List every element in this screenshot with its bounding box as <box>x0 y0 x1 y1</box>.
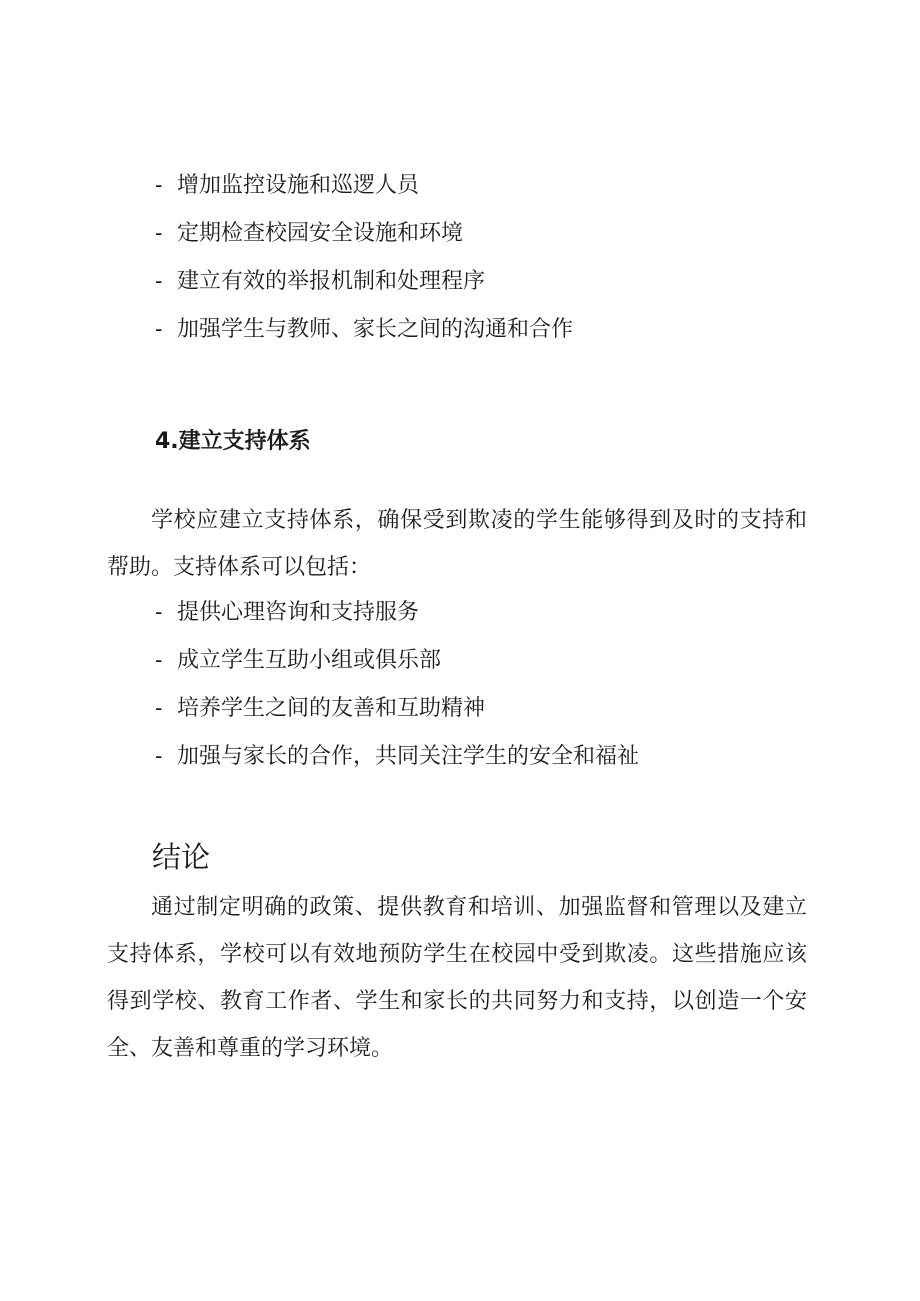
list-item <box>155 733 639 781</box>
list-item <box>155 162 573 210</box>
list-dash: - <box>155 696 163 721</box>
list-item-text: 提供心理咨询和支持服务 <box>177 600 420 625</box>
list-dash: - <box>155 317 163 342</box>
list-dash: - <box>155 173 163 198</box>
list-item-text: 增加监控设施和巡逻人员 <box>177 173 420 198</box>
list-dash: - <box>155 600 163 625</box>
list-item <box>155 306 573 354</box>
list-item-text: 加强学生与教师、家长之间的沟通和合作 <box>177 317 574 342</box>
list-item <box>155 210 573 258</box>
list-item-text: 加强与家长的合作，共同关注学生的安全和福祉 <box>177 744 640 769</box>
list-item <box>155 258 573 306</box>
list-item-text: 培养学生之间的友善和互助精神 <box>177 696 486 721</box>
list-item <box>155 637 639 685</box>
support-system-list <box>155 589 639 781</box>
list-item <box>155 685 639 733</box>
conclusion-paragraph: 通过制定明确的政策、提供教育和培训、加强监督和管理以及建立支持体系，学校可以有效地预防学生在校园中受到欺凌。这些措施应该得到学校、教育工作者、学生和家长的共同努力和支持，以创造一个安全、友善和尊重的学习环境。 <box>107 895 807 1061</box>
section-heading-support-system: 4.建立支持体系 <box>155 429 311 454</box>
support-system-paragraph: 学校应建立支持体系，确保受到欺凌的学生能够得到及时的支持和帮助。支持体系可以包括： <box>107 508 807 580</box>
list-item-text: 建立有效的举报机制和处理程序 <box>177 269 486 294</box>
list-item-text: 定期检查校园安全设施和环境 <box>177 221 464 246</box>
list-dash: - <box>155 744 163 769</box>
conclusion-heading: 结论 <box>152 840 211 874</box>
list-item-text: 成立学生互助小组或俱乐部 <box>177 648 442 673</box>
list-dash: - <box>155 648 163 673</box>
list-dash: - <box>155 269 163 294</box>
list-dash: - <box>155 221 163 246</box>
list-item <box>155 589 639 637</box>
monitoring-measures-list <box>155 162 573 354</box>
